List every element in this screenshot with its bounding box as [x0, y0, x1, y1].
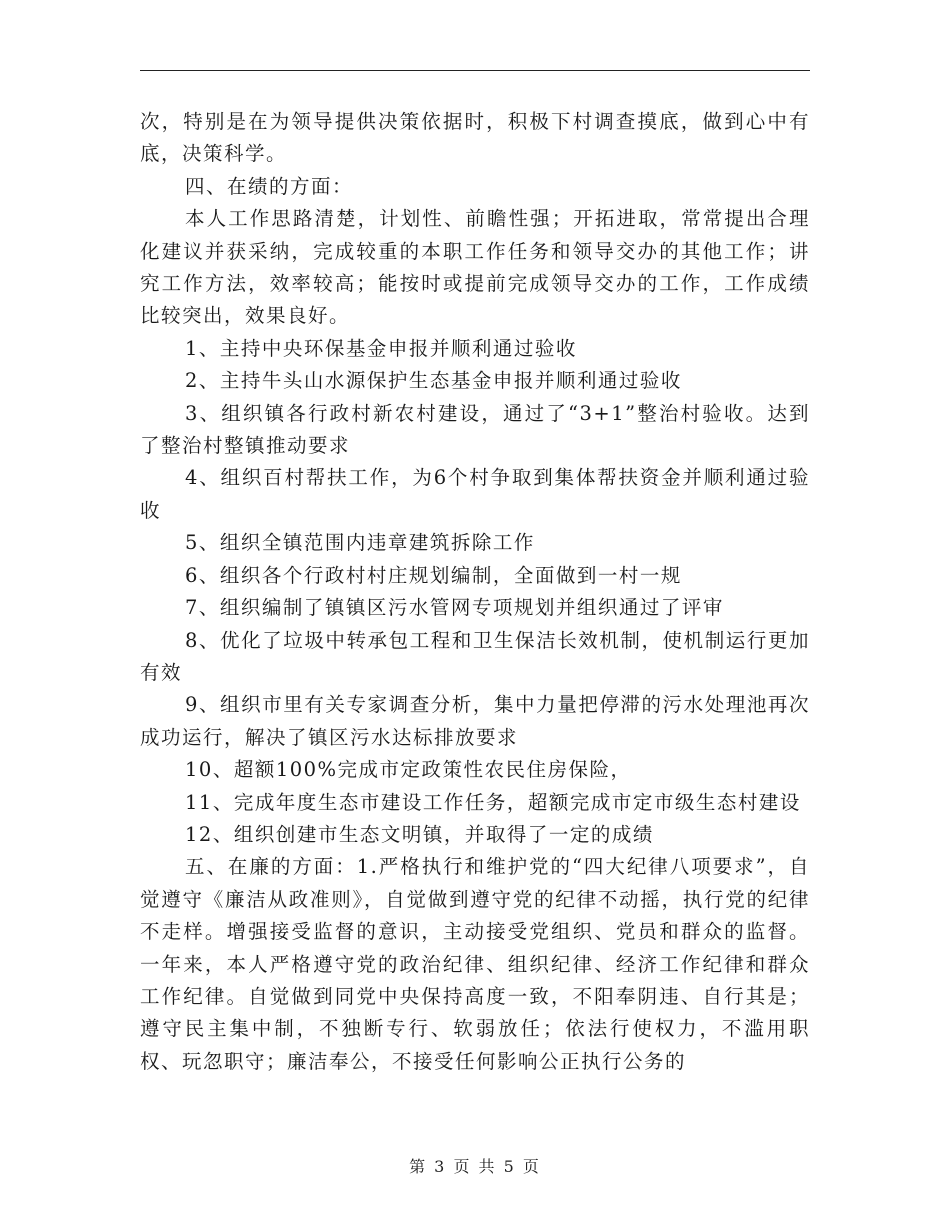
section-paragraph: 五、在廉的方面：1.严格执行和维护党的“四大纪律八项要求”，自觉遵守《廉洁从政准则》，自觉做到遵守党的纪律不动摇，执行党的纪律不走样。增强接受监督的意识，主动接受党组织、党员和群众的监督。一年来，本人严格遵守党的政治纪律、组织纪律、经济工作纪律和群众工作纪律。自觉做到同党中央保持高度一致，不阳奉阴违、自行其是；遵守民主集中制，不独断专行、软弱放任；依法行使权力，不滥用职权、玩忽职守；廉洁奉公，不接受任何影响公正执行公务的: [140, 855, 810, 1073]
list-item: 8、优化了垃圾中转承包工程和卫生保洁长效机制，使机制运行更加有效: [140, 628, 810, 684]
header-rule: [140, 70, 810, 71]
list-item: 2、主持牛头山水源保护生态基金申报并顺利通过验收: [185, 369, 682, 393]
list-item: 5、组织全镇范围内违章建筑拆除工作: [185, 531, 535, 555]
list-item: 7、组织编制了镇镇区污水管网专项规划并组织通过了评审: [185, 596, 724, 620]
document-body: [140, 106, 810, 1078]
list-item: 9、组织市里有关专家调查分析，集中力量把停滞的污水处理池再次成功运行，解决了镇区污水达标排放要求: [140, 693, 810, 749]
section-heading: 四、在绩的方面：: [185, 174, 354, 198]
page-number-footer: 第 3 页 共 5 页: [409, 1157, 541, 1176]
list-item: 12、组织创建市生态文明镇，并取得了一定的成绩: [185, 822, 654, 846]
list-item: 4、组织百村帮扶工作，为6个村争取到集体帮扶资金并顺利通过验收: [140, 466, 810, 522]
list-item: 1、主持中央环保基金申报并顺利通过验收: [185, 336, 577, 360]
paragraph: 本人工作思路清楚，计划性、前瞻性强；开拓进取，常常提出合理化建议并获采纳，完成较重的本职工作任务和领导交办的其他工作；讲究工作方法，效率较高；能按时或提前完成领导交办的工作，工作成绩比较突出，效果良好。: [140, 207, 810, 328]
list-item: 6、组织各个行政村村庄规划编制，全面做到一村一规: [185, 563, 682, 587]
list-item: 11、完成年度生态市建设工作任务，超额完成市定市级生态村建设: [185, 790, 801, 814]
list-item: 10、超额100%完成市定政策性农民住房保险，: [185, 758, 632, 782]
list-item: 3、组织镇各行政村新农村建设，通过了“3+1”整治村验收。达到了整治村整镇推动要求: [140, 401, 810, 458]
paragraph: 次，特别是在为领导提供决策依据时，积极下村调查摸底，做到心中有底，决策科学。: [140, 110, 810, 166]
